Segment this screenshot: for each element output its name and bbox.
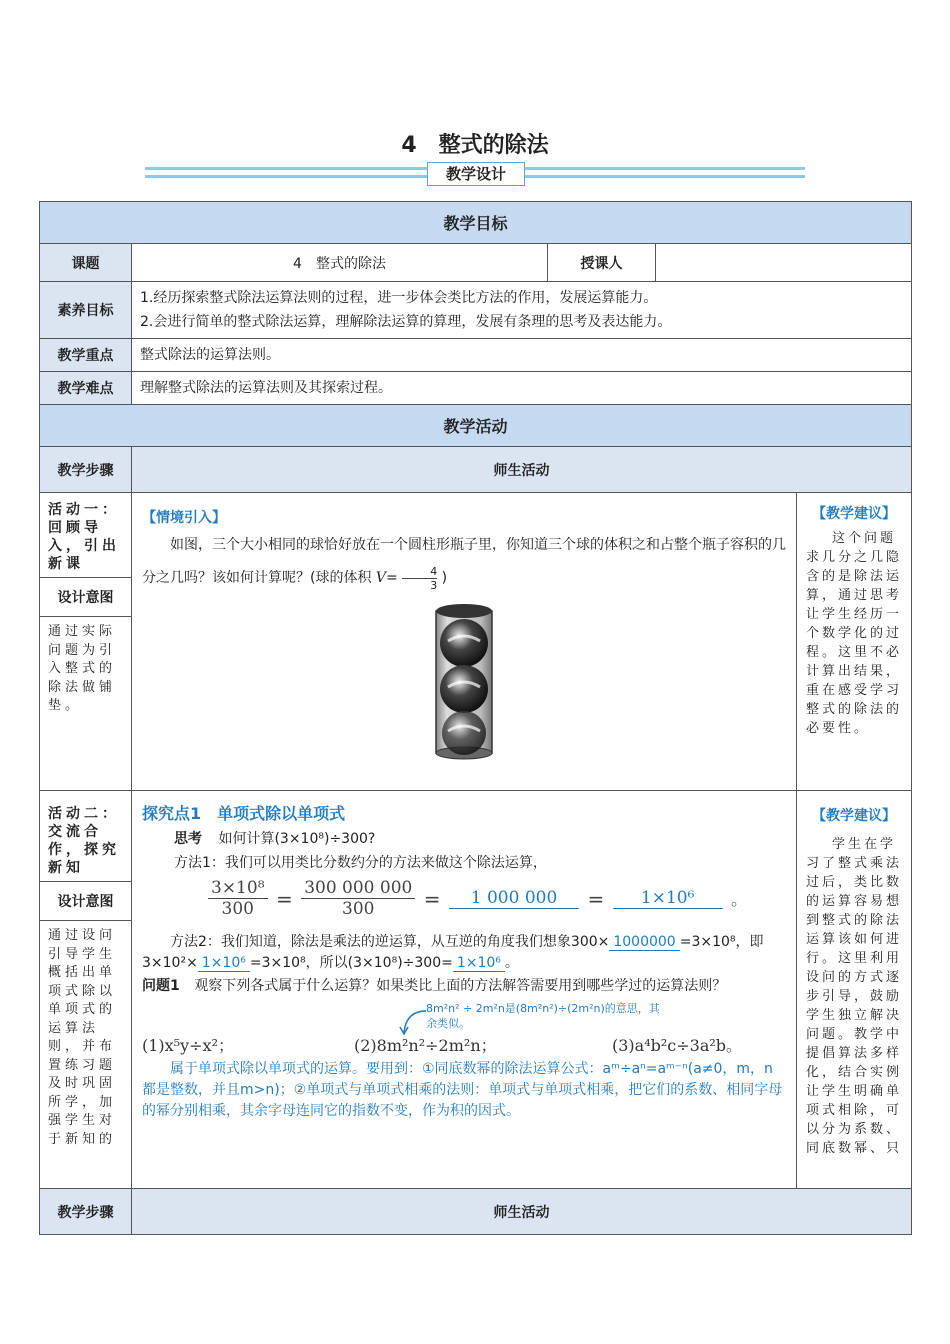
cylinder-balls-image <box>142 601 786 765</box>
problem-1 <box>142 976 786 997</box>
problem-1-answer: 属于单项式除以单项式的运算。要用到：①同底数幂的除法运算公式：aᵐ÷aⁿ=aᵐ⁻ⁿ(a≠0，m，n都是整数，并且m>n)；②单项式与单项式相乘的法则：单项式与单项式相乘，把它们的系数、相同字母的幂分别相乘，其余字母连同它的指数不变，作为积的因式。 <box>142 1061 783 1119</box>
formula-num: 4 <box>402 565 437 579</box>
fraction-2-num: 300 000 000 <box>301 878 415 899</box>
expression-3: (3)a⁴b²c÷3a²b。 <box>612 1036 743 1055</box>
equals-sign: = <box>587 886 605 911</box>
think-text: 如何计算(3×10⁸)÷300? <box>218 831 376 847</box>
formula-fraction <box>402 565 437 592</box>
literacy-goal-2: 2.会进行简单的整式除法运算，理解除法运算的算理，发展有条理的思考及表达能力。 <box>140 314 672 330</box>
problem-1-label: 问题1 <box>142 978 180 994</box>
activity-2-label: 活动二：交流合作，探究新知 <box>48 806 120 876</box>
equals-sign: = <box>275 886 293 911</box>
activity-1-design-text: 通过实际问题为引入整式的除法做铺垫。 <box>48 624 117 713</box>
activity-1-suggestion <box>797 493 912 791</box>
expression-1: (1)x⁵y÷x²； <box>142 1036 234 1055</box>
ball-bottom <box>442 711 486 755</box>
ball-top <box>440 619 488 667</box>
method-2-part-a: 方法2：我们知道，除法是乘法的逆运算，从互逆的角度我们想象300× <box>170 934 610 950</box>
subtitle: 教学设计 <box>427 162 525 186</box>
formula-den: 3 <box>430 578 438 592</box>
objectives-header: 教学目标 <box>40 202 912 244</box>
footer-activity-label: 师生活动 <box>132 1189 912 1235</box>
cylinder-illustration <box>424 601 504 761</box>
activity-label: 师生活动 <box>132 447 912 493</box>
fraction-2 <box>301 878 415 919</box>
suggestion-2-label: 【教学建议】 <box>812 808 896 824</box>
think-label: 思考 <box>174 831 202 847</box>
annotation-note: 8m²n² ÷ 2m²n是(8m²n²)÷(2m²n)的意思，其余类似。 <box>426 1002 660 1030</box>
method-2-blank-3[interactable]: 1×10⁶ <box>453 955 505 972</box>
activity-2-side <box>40 791 132 1189</box>
suggestion-1-label: 【教学建议】 <box>812 506 896 522</box>
teacher-value[interactable] <box>656 244 912 282</box>
think-line <box>174 828 786 848</box>
method-2 <box>142 932 786 974</box>
ball-middle <box>440 665 488 713</box>
suggestion-2-text: 学生在学习了整式乘法过后，类比数的运算容易想到整式的除法运算该如何进行。这里利用设问的方式逐步引导，鼓励学生独立解决问题。教学中提倡算法多样化，结合实例让学生明确单项式相除，可以分为系数、同底数幂、只 <box>806 837 903 1156</box>
suggestion-1-text: 这个问题求几分之几隐含的是除法运算，通过思考让学生经历一个数学化的过程。这里不必计算出结果，重在感受学习整式的除法的必要性。 <box>806 531 903 736</box>
period: 。 <box>731 890 748 909</box>
method-2-part-c: =3×10⁸，所以(3×10⁸)÷300= <box>249 955 453 971</box>
scenario-paragraph <box>142 529 786 595</box>
lesson-plan-table <box>39 201 912 1235</box>
problem-1-text: 观察下列各式属于什么运算？如果类比上面的方法解答需要用到哪些学过的运算法则？ <box>194 978 727 994</box>
subtitle-banner <box>145 163 805 185</box>
literacy-goal-1: 1.经历探索整式除法运算法则的过程，进一步体会类比方法的作用，发展运算能力。 <box>140 290 658 306</box>
fraction-1-num: 3×10⁸ <box>208 878 268 899</box>
activities-header: 教学活动 <box>40 405 912 447</box>
activity-2-design-label: 设计意图 <box>40 881 131 921</box>
literacy-label: 素养目标 <box>40 282 132 339</box>
method-1: 方法1：我们可以用类比分数约分的方法来做这个除法运算， <box>174 855 547 871</box>
literacy-goals <box>132 282 912 339</box>
fraction-1-den: 300 <box>221 899 254 919</box>
expression-2: (2)8m²n²÷2m²n； <box>354 1036 497 1055</box>
footer-steps-label: 教学步骤 <box>40 1189 132 1235</box>
fraction-2-den: 300 <box>342 899 375 919</box>
activity-2-suggestion <box>797 791 912 1189</box>
activity-1-side <box>40 493 132 791</box>
fraction-1 <box>208 878 268 919</box>
method-2-part-d: 。 <box>504 955 519 971</box>
activity-1-design-label: 设计意图 <box>40 577 131 617</box>
topic-value: 4 整式的除法 <box>132 244 548 282</box>
equals-sign: = <box>423 886 441 911</box>
topic-label: 课题 <box>40 244 132 282</box>
page-title: 4 整式的除法 <box>401 133 549 158</box>
scenario-tag: 【情境引入】 <box>142 510 226 526</box>
teacher-label: 授课人 <box>548 244 656 282</box>
activity-1-label: 活动一：回顾导入，引出新课 <box>48 502 120 572</box>
activity-2-design-text: 通过设问引导学生概括出单项式除以单项式的运算法则，并布置练习题及时巩固所学，加强学生对于新知的 <box>48 928 117 1147</box>
key-point-value: 整式除法的运算法则。 <box>132 339 912 372</box>
method-2-blank-1[interactable]: 1000000 <box>609 934 679 951</box>
difficult-point-label: 教学难点 <box>40 372 132 405</box>
fraction-equation <box>208 878 786 930</box>
scenario-text: 如图，三个大小相同的球恰好放在一个圆柱形瓶子里，你知道三个球的体积之和占整个瓶子容积的几分之几吗？该如何计算呢？(球的体积 <box>142 537 786 586</box>
explore-point-title: 探究点1 单项式除以单项式 <box>142 804 346 823</box>
activity-1-content <box>132 493 797 791</box>
answer-blank-2[interactable]: 1×10⁶ <box>613 888 723 909</box>
answer-blank-1[interactable]: 1 000 000 <box>449 888 579 909</box>
volume-formula: V= <box>375 570 398 586</box>
steps-label: 教学步骤 <box>40 447 132 493</box>
method-2-blank-2[interactable]: 1×10⁶ <box>198 955 250 972</box>
key-point-label: 教学重点 <box>40 339 132 372</box>
expressions-area <box>142 997 786 1055</box>
activity-2-content <box>132 791 797 1189</box>
method-2-part-b: =3×10⁸，即3×10²× <box>142 934 764 971</box>
scenario-text-end: ) <box>441 570 448 586</box>
difficult-point-value: 理解整式除法的运算法则及其探索过程。 <box>132 372 912 405</box>
